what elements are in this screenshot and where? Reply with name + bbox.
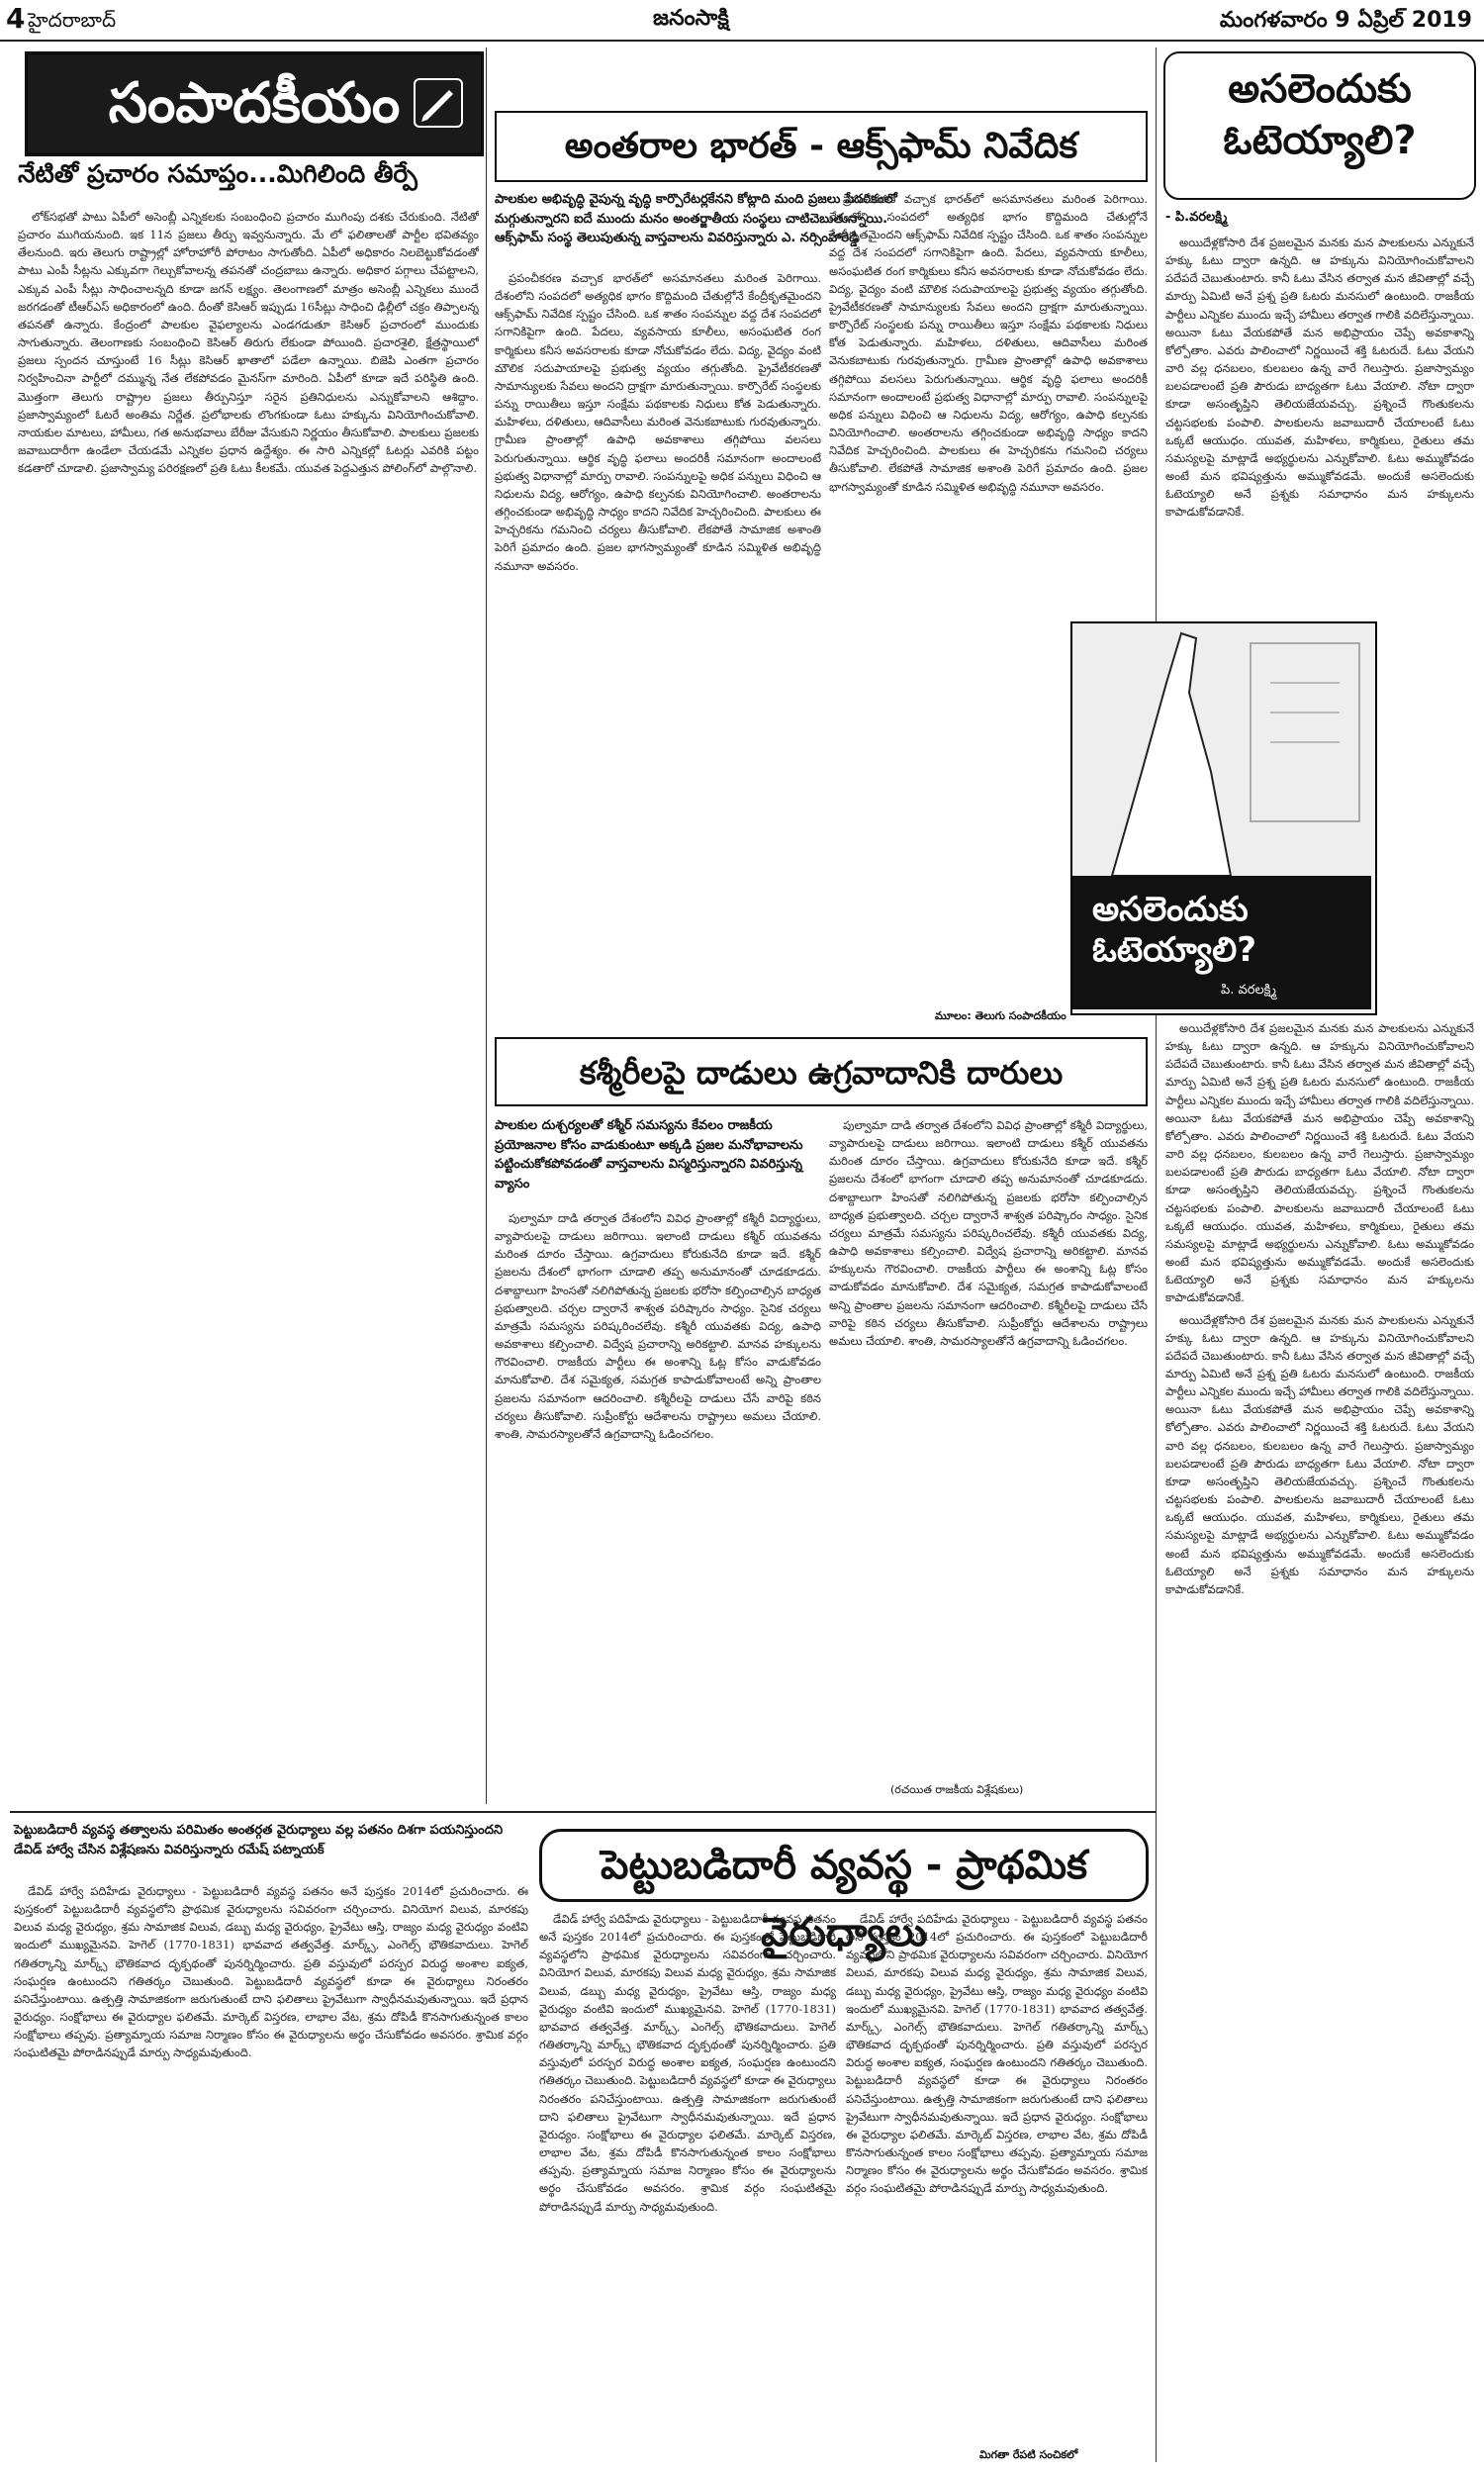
kashmir-body-left [495, 1209, 821, 1799]
oxfam-headline-box [495, 111, 1148, 182]
capitalism-paragraph: డేవిడ్ హార్వే పదిహేడు వైరుధ్యాలు - పెట్టుబడిదారీ వ్యవస్థ పతనం అనే పుస్తకం 2014లో ప్రచురించారు. ఈ పుస్తకంలో పెట్టుబడిదారీ వ్యవస్థలోని ప్రాథమిక వైరుధ్యాలను సవివరంగా చర్చించారు. వినియోగ విలువ, మారకపు విలువ మధ్య వైరుధ్యం, శ్రమ సామాజిక విలువ, డబ్బు మధ్య వైరుధ్యం, ప్రైవేటు ఆస్తి, రాజ్యం మధ్య వైరుధ్యం వంటివి ఇందులో ముఖ్యమైనవి. హెగెల్ (1770-1831) భావవాద తత్వవేత్త. మార్క్స్, ఎంగెల్స్ భౌతికవాదులు. హెగెల్ గతితర్కాన్ని మార్క్స్ భౌతికవాద దృక్పథంతో పునర్నిర్మించారు. ప్రతి వస్తువులో పరస్పర విరుద్ధ అంశాల ఐక్యత, సంఘర్షణ ఉంటుందని గతితర్కం చెబుతుంది. పెట్టుబడిదారీ వ్యవస్థలో కూడా ఈ వైరుధ్యాలు నిరంతరం పనిచేస్తుంటాయి. ఉత్పత్తి సామాజికంగా జరుగుతుంటే దాని ఫలితాలు ప్రైవేటుగా స్వాధీనమవుతున్నాయి. ఇదే ప్రధాన వైరుధ్యం. సంక్షోభాలు ఈ వైరుధ్యాల ఫలితమే. మార్కెట్ విస్తరణ, లాభాల వేట, శ్రమ దోపిడీ కొనసాగుతున్నంత కాలం సంక్షోభాలు తప్పవు. ప్రత్యామ్నాయ సమాజ నిర్మాణం కోసం ఈ వైరుధ్యాలను అర్థం చేసుకోవడం అవసరం. శ్రామిక వర్గం సంఘటితమై పోరాడినప్పుడే మార్పు సాధ్యమవుతుంది. [539, 1912, 836, 2214]
capitalism-body-middle [539, 1910, 836, 2464]
right-paragraph: అయిదేళ్లకోసారి దేశ ప్రజలమైన మనకు మన పాలకులను ఎన్నుకునే హక్కు ఓటు ద్వారా ఉన్నది. ఆ హక్కును వినియోగించుకోవాలని పదేపదే చెబుతుంటారు. కానీ ఓటు వేసిన తర్వాత మన జీవితాల్లో వచ్చే మార్పు ఏమిటి అనే ప్రశ్న ప్రతి ఓటరు మనసులో ఉంటుంది. రాజకీయ పార్టీలు ఎన్నికల ముందు ఇచ్చే హామీలు తర్వాత గాలికి వదిలేస్తున్నాయి. అయినా ఓటు వేయకపోతే మన అభిప్రాయం చెప్పే అవకాశాన్ని కోల్పోతాం. ఎవరు పాలించాలో నిర్ణయించే శక్తి ఓటరుదే. ఓటు వేయని వారి వల్ల ధనబలం, కులబలం ఉన్న వారే గెలుస్తారు. ప్రజాస్వామ్యం బలపడాలంటే ప్రతి పౌరుడు బాధ్యతగా ఓటు వేయాలి. నోటా ద్వారా కూడా అసంతృప్తిని తెలియజేయవచ్చు. ప్రశ్నించే గొంతుకలను చట్టసభలకు పంపాలి. పాలకులను జవాబుదారీ చేయాలంటే ఓటు ఒక్కటే ఆయుధం. యువత, మహిళలు, కార్మికులు, రైతులు తమ సమస్యలపై మాట్లాడే అభ్యర్థులను ఎన్నుకోవాలి. ఓటు అమ్ముకోవడం అంటే మన భవిష్యత్తును అమ్ముకోవడమే. అందుకే అసలెందుకు ఓటెయ్యాలి అనే ప్రశ్నకు సమాధానం మన హక్కులను కాపాడుకోవడానికే. [1165, 236, 1474, 520]
kashmir-source: (రచయిత రాజకీయ విశ్లేషకులు) [890, 1783, 1024, 1796]
capitalism-body-right [846, 1910, 1148, 2444]
kashmir-paragraph: పుల్వామా దాడి తర్వాత దేశంలోని వివిధ ప్రాంతాల్లో కశ్మీరీ విద్యార్థులు, వ్యాపారులపై దాడులు జరిగాయి. ఇలాంటి దాడులు కశ్మీర్ యువతను మరింత దూరం చేస్తాయి. ఉగ్రవాదులు కోరుకునేది కూడా ఇదే. కశ్మీర్ ప్రజలను దేశంలో భాగంగా చూడాలి తప్ప అనుమానంతో చూడకూడదు. దశాబ్దాలుగా హింసతో నలిగిపోతున్న ప్రజలకు భరోసా కల్పించాల్సిన బాధ్యత ప్రభుత్వాలది. చర్చల ద్వారానే శాశ్వత పరిష్కారం సాధ్యం. సైనిక చర్యలు మాత్రమే సమస్యను పరిష్కరించలేవు. కశ్మీరీ యువతకు విద్య, ఉపాధి అవకాశాలు కల్పించాలి. విద్వేష ప్రచారాన్ని అరికట్టాలి. మానవ హక్కులను గౌరవించాలి. రాజకీయ పార్టీలు ఈ అంశాన్ని ఓట్ల కోసం వాడుకోవడం మానుకోవాలి. దేశ సమైక్యత, సమగ్రత కాపాడుకోవాలంటే అన్ని ప్రాంతాల ప్రజలను సమానంగా ఆదరించాలి. కశ్మీరీలపై దాడులు చేసే వారిపై కఠిన చర్యలు తీసుకోవాలి. సుప్రీంకోర్టు ఆదేశాలను రాష్ట్రాలు అమలు చేయాలి. శాంతి, సామరస్యాలతోనే ఉగ్రవాదాన్ని ఓడించగలం. [829, 1118, 1148, 1348]
raised-hand-illustration [1072, 623, 1371, 876]
oxfam-signoff: మూలం: తెలుగు సంపాదకీయం [935, 1009, 1067, 1022]
capitalism-paragraph: డేవిడ్ హార్వే పదిహేడు వైరుధ్యాలు - పెట్టుబడిదారీ వ్యవస్థ పతనం అనే పుస్తకం 2014లో ప్రచురించారు. ఈ పుస్తకంలో పెట్టుబడిదారీ వ్యవస్థలోని ప్రాథమిక వైరుధ్యాలను సవివరంగా చర్చించారు. వినియోగ విలువ, మారకపు విలువ మధ్య వైరుధ్యం, శ్రమ సామాజిక విలువ, డబ్బు మధ్య వైరుధ్యం, ప్రైవేటు ఆస్తి, రాజ్యం మధ్య వైరుధ్యం వంటివి ఇందులో ముఖ్యమైనవి. హెగెల్ (1770-1831) భావవాద తత్వవేత్త. మార్క్స్, ఎంగెల్స్ భౌతికవాదులు. హెగెల్ గతితర్కాన్ని మార్క్స్ భౌతికవాద దృక్పథంతో పునర్నిర్మించారు. ప్రతి వస్తువులో పరస్పర విరుద్ధ అంశాల ఐక్యత, సంఘర్షణ ఉంటుందని గతితర్కం చెబుతుంది. పెట్టుబడిదారీ వ్యవస్థలో కూడా ఈ వైరుధ్యాలు నిరంతరం పనిచేస్తుంటాయి. ఉత్పత్తి సామాజికంగా జరుగుతుంటే దాని ఫలితాలు ప్రైవేటుగా స్వాధీనమవుతున్నాయి. ఇదే ప్రధాన వైరుధ్యం. సంక్షోభాలు ఈ వైరుధ్యాల ఫలితమే. మార్కెట్ విస్తరణ, లాభాల వేట, శ్రమ దోపిడీ కొనసాగుతున్నంత కాలం సంక్షోభాలు తప్పవు. ప్రత్యామ్నాయ సమాజ నిర్మాణం కోసం ఈ వైరుధ్యాలను అర్థం చేసుకోవడం అవసరం. శ్రామిక వర్గం సంఘటితమై పోరాడినప్పుడే మార్పు సాధ్యమవుతుంది. [846, 1912, 1148, 2196]
kashmir-headline: కశ్మీరీలపై దాడులు ఉగ్రవాదానికి దారులు [579, 1054, 1064, 1092]
capitalism-paragraph: డేవిడ్ హార్వే పదిహేడు వైరుధ్యాలు - పెట్టుబడిదారీ వ్యవస్థ పతనం అనే పుస్తకం 2014లో ప్రచురించారు. ఈ పుస్తకంలో పెట్టుబడిదారీ వ్యవస్థలోని ప్రాథమిక వైరుధ్యాలను సవివరంగా చర్చించారు. వినియోగ విలువ, మారకపు విలువ మధ్య వైరుధ్యం, శ్రమ సామాజిక విలువ, డబ్బు మధ్య వైరుధ్యం, ప్రైవేటు ఆస్తి, రాజ్యం మధ్య వైరుధ్యం వంటివి ఇందులో ముఖ్యమైనవి. హెగెల్ (1770-1831) భావవాద తత్వవేత్త. మార్క్స్, ఎంగెల్స్ భౌతికవాదులు. హెగెల్ గతితర్కాన్ని మార్క్స్ భౌతికవాద దృక్పథంతో పునర్నిర్మించారు. ప్రతి వస్తువులో పరస్పర విరుద్ధ అంశాల ఐక్యత, సంఘర్షణ ఉంటుందని గతితర్కం చెబుతుంది. పెట్టుబడిదారీ వ్యవస్థలో కూడా ఈ వైరుధ్యాలు నిరంతరం పనిచేస్తుంటాయి. ఉత్పత్తి సామాజికంగా జరుగుతుంటే దాని ఫలితాలు ప్రైవేటుగా స్వాధీనమవుతున్నాయి. ఇదే ప్రధాన వైరుధ్యం. సంక్షోభాలు ఈ వైరుధ్యాల ఫలితమే. మార్కెట్ విస్తరణ, లాభాల వేట, శ్రమ దోపిడీ కొనసాగుతున్నంత కాలం సంక్షోభాలు తప్పవు. ప్రత్యామ్నాయ సమాజ నిర్మాణం కోసం ఈ వైరుధ్యాలను అర్థం చేసుకోవడం అవసరం. శ్రామిక వర్గం సంఘటితమై పోరాడినప్పుడే మార్పు సాధ్యమవుతుంది. [14, 1884, 528, 2060]
capitalism-body-left [14, 1882, 528, 2466]
section-divider [10, 1811, 1156, 1813]
oxfam-paragraph: ప్రపంచీకరణ వచ్చాక భారత్‌లో అసమానతలు మరింత పెరిగాయి. దేశంలోని సంపదలో అత్యధిక భాగం కొద్దిమంది చేతుల్లోనే కేంద్రీకృతమైందని ఆక్స్‌ఫామ్ నివేదిక స్పష్టం చేసింది. ఒక శాతం సంపన్నుల వద్ద దేశ సంపదలో సగానికిపైగా ఉంది. పేదలు, వ్యవసాయ కూలీలు, అసంఘటిత రంగ కార్మికులు కనీస అవసరాలకు కూడా నోచుకోవడం లేదు. విద్య, వైద్యం వంటి మౌలిక సదుపాయాలపై ప్రభుత్వ వ్యయం తగ్గుతోంది. ప్రైవేటీకరణతో సామాన్యులకు సేవలు అందని ద్రాక్షగా మారుతున్నాయి. కార్పొరేట్ సంస్థలకు పన్ను రాయితీలు ఇస్తూ సంక్షేమ పథకాలకు నిధులు కోత పెడుతున్నారు. మహిళలు, దళితులు, ఆదివాసీలు మరింత వెనుకబాటుకు గురవుతున్నారు. గ్రామీణ ప్రాంతాల్లో ఉపాధి అవకాశాలు తగ్గిపోయి వలసలు పెరుగుతున్నాయి. ఆర్థిక వృద్ధి ఫలాలు అందరికీ సమానంగా అందాలంటే ప్రభుత్వ విధానాల్లో మార్పు రావాలి. సంపన్నులపై అధిక పన్నులు విధించి ఆ నిధులను విద్య, ఆరోగ్యం, ఉపాధి కల్పనకు వినియోగించాలి. అంతరాలను తగ్గించకుండా అభివృద్ధి సాధ్యం కాదని నివేదిక హెచ్చరించింది. పాలకులు ఈ హెచ్చరికను గమనించి చర్యలు తీసుకోవాలి. లేకపోతే సామాజిక అశాంతి పెరిగే ప్రమాదం ఉంది. ప్రజల భాగస్వామ్యంతో కూడిన సమ్మిళిత అభివృద్ధి నమూనా అవసరం. [829, 192, 1148, 494]
oxfam-body-right [829, 190, 1148, 618]
kashmir-body-right [829, 1116, 1148, 1779]
page-header [0, 0, 1484, 42]
photo-author-name: పి. వరలక్ష్మి [1221, 983, 1276, 998]
editorial-headline: నేటితో ప్రచారం సమాప్తం...మిగిలింది తీర్పే [18, 159, 417, 188]
pen-icon [414, 78, 463, 128]
column-divider [1156, 48, 1157, 2462]
editorial-banner-label: సంపాదకీయం [108, 71, 401, 136]
editorial-paragraph: లోక్‌సభతో పాటు ఏపీలో అసెంబ్లీ ఎన్నికలకు సంబంధించి ప్రచారం ముగింపు దశకు చేరుకుంది. నేటితో ప్రచారం ముగియనుంది. ఇక 11న ప్రజలు తీర్పు ఇవ్వనున్నారు. మే లో ఫలితాలతో పార్టీల భవితవ్యం తేలనుంది. ఇరు తెలుగు రాష్ట్రాల్లో హోరాహోరీ పోరాటం సాగుతోంది. ఏపీలో అధికారం నిలబెట్టుకోవడంతో పాటు ఎంపీ సీట్లను ఎక్కువగా గెల్చుకోవాలన్న తపనతో చంద్రబాబు ఉన్నారు. అధికార పగ్గాలు చేపట్టాలని, ఎక్కువ ఎంపీ సీట్లు సాధించాలన్నది కూడా జగన్ లక్ష్యం. తెలంగాణలో మాత్రం అసెంబ్లీ ఎన్నికలు ముందే జరగడంతో టీఆర్ఎస్ అధికారంలో ఉంది. దీంతో కెసిఆర్ ఇప్పుడు 16సీట్లు సాధించి ఢిల్లీలో చక్రం తిప్పాలన్న తపనతో ఉన్నారు. కేంద్రంలో పాలకుల వైఫల్యాలను ఎండగడుతూ కెసిఆర్ ప్రచారంలో ముందుకు సాగుతున్నారు. తెలంగాణకు సంబంధించి కెసిఆర్ తిరుగు లేకుండా పోయింది. ప్రచారశైలి, క్షేత్రస్థాయిలో ప్రజలు స్పందన చూస్తుంటే 16 సీట్లు కెసిఆర్ ఖాతాలో పడేలా ఉన్నాయి. బిజెపి ఎంతగా ప్రచారం నిర్వహించినా పార్టీలో దమ్మున్న నేత లేకపోవడం మైనస్‌గా మారింది. ఏపీలో కూడా ఇదే పరిస్థితి ఉంది. మొత్తంగా తెలుగు రాష్ట్రాల ప్రజలు తీర్పునిస్తూ సరైన ప్రతినిధులను ఎన్నుకోవాలని ఆశిద్దాం. ప్రజాస్వామ్యంలో ఓటరే అంతిమ నిర్ణేత. ప్రలోభాలకు లొంగకుండా ఓటు హక్కును వినియోగించుకోవాలి. నాయకుల మాటలు, హామీలు, గత అనుభవాలు బేరీజు వేసుకుని నిర్ణయం తీసుకోవాలి. పాలకులు ప్రజలకు జవాబుదారీగా ఉండేలా చేయడమే ఎన్నికల ప్రధాన ఉద్దేశ్యం. ఈ సారి ఎన్నికల్లో ఓటర్లు ఎవరికి పట్టం కడతారో చూడాలి. ప్రజాస్వామ్య పరిరక్షణలో ప్రతి ఓటు కీలకమే. యువత పెద్దఎత్తున పోలింగ్‌లో పాల్గొనాలి. [18, 210, 479, 476]
column-divider [486, 48, 487, 1804]
kashmir-paragraph: పుల్వామా దాడి తర్వాత దేశంలోని వివిధ ప్రాంతాల్లో కశ్మీరీ విద్యార్థులు, వ్యాపారులపై దాడులు జరిగాయి. ఇలాంటి దాడులు కశ్మీర్ యువతను మరింత దూరం చేస్తాయి. ఉగ్రవాదులు కోరుకునేది కూడా ఇదే. కశ్మీర్ ప్రజలను దేశంలో భాగంగా చూడాలి తప్ప అనుమానంతో చూడకూడదు. దశాబ్దాలుగా హింసతో నలిగిపోతున్న ప్రజలకు భరోసా కల్పించాల్సిన బాధ్యత ప్రభుత్వాలది. చర్చల ద్వారానే శాశ్వత పరిష్కారం సాధ్యం. సైనిక చర్యలు మాత్రమే సమస్యను పరిష్కరించలేవు. కశ్మీరీ యువతకు విద్య, ఉపాధి అవకాశాలు కల్పించాలి. విద్వేష ప్రచారాన్ని అరికట్టాలి. మానవ హక్కులను గౌరవించాలి. రాజకీయ పార్టీలు ఈ అంశాన్ని ఓట్ల కోసం వాడుకోవడం మానుకోవాలి. దేశ సమైక్యత, సమగ్రత కాపాడుకోవాలంటే అన్ని ప్రాంతాల ప్రజలను సమానంగా ఆదరించాలి. కశ్మీరీలపై దాడులు చేసే వారిపై కఠిన చర్యలు తీసుకోవాలి. సుప్రీంకోర్టు ఆదేశాలను రాష్ట్రాలు అమలు చేయాలి. శాంతి, సామరస్యాలతోనే ఉగ్రవాదాన్ని ఓడించగలం. [495, 1211, 821, 1441]
kashmir-headline-box [495, 1037, 1148, 1106]
oxfam-body-left [495, 269, 821, 1021]
masthead: జనంసాక్షి [653, 6, 729, 31]
right-body-top [1165, 234, 1474, 616]
right-byline: - పి.వరలక్ష్మి [1165, 210, 1228, 225]
photo-caption: అసలెందుకు ఓటెయ్యాలి? [1092, 890, 1256, 970]
edition-city: హైదరాబాద్ [28, 8, 117, 32]
right-headline-box [1163, 51, 1476, 200]
capitalism-headline: పెట్టుబడిదారీ వ్యవస్థ - ప్రాథమిక వైరుధ్యాలు [539, 1829, 1149, 1902]
oxfam-paragraph: ప్రపంచీకరణ వచ్చాక భారత్‌లో అసమానతలు మరింత పెరిగాయి. దేశంలోని సంపదలో అత్యధిక భాగం కొద్దిమంది చేతుల్లోనే కేంద్రీకృతమైందని ఆక్స్‌ఫామ్ నివేదిక స్పష్టం చేసింది. ఒక శాతం సంపన్నుల వద్ద దేశ సంపదలో సగానికిపైగా ఉంది. పేదలు, వ్యవసాయ కూలీలు, అసంఘటిత రంగ కార్మికులు కనీస అవసరాలకు కూడా నోచుకోవడం లేదు. విద్య, వైద్యం వంటి మౌలిక సదుపాయాలపై ప్రభుత్వ వ్యయం తగ్గుతోంది. ప్రైవేటీకరణతో సామాన్యులకు సేవలు అందని ద్రాక్షగా మారుతున్నాయి. కార్పొరేట్ సంస్థలకు పన్ను రాయితీలు ఇస్తూ సంక్షేమ పథకాలకు నిధులు కోత పెడుతున్నారు. మహిళలు, దళితులు, ఆదివాసీలు మరింత వెనుకబాటుకు గురవుతున్నారు. గ్రామీణ ప్రాంతాల్లో ఉపాధి అవకాశాలు తగ్గిపోయి వలసలు పెరుగుతున్నాయి. ఆర్థిక వృద్ధి ఫలాలు అందరికీ సమానంగా అందాలంటే ప్రభుత్వ విధానాల్లో మార్పు రావాలి. సంపన్నులపై అధిక పన్నులు విధించి ఆ నిధులను విద్య, ఆరోగ్యం, ఉపాధి కల్పనకు వినియోగించాలి. అంతరాలను తగ్గించకుండా అభివృద్ధి సాధ్యం కాదని నివేదిక హెచ్చరించింది. పాలకులు ఈ హెచ్చరికను గమనించి చర్యలు తీసుకోవాలి. లేకపోతే సామాజిక అశాంతి పెరిగే ప్రమాదం ఉంది. ప్రజల భాగస్వామ్యంతో కూడిన సమ్మిళిత అభివృద్ధి నమూనా అవసరం. [495, 271, 821, 573]
kashmir-deck: పాలకుల దుశ్చర్యలతో కశ్మీర్ సమస్యను కేవలం రాజకీయ ప్రయోజనాల కోసం వాడుకుంటూ అక్కడి ప్రజల మనోభావాలను పట్టించుకోకపోవడంతో వాస్తవాలను విస్మరిస్తున్నారని వివరిస్తున్న వ్యాసం [495, 1118, 803, 1191]
right-paragraph: అయిదేళ్లకోసారి దేశ ప్రజలమైన మనకు మన పాలకులను ఎన్నుకునే హక్కు ఓటు ద్వారా ఉన్నది. ఆ హక్కును వినియోగించుకోవాలని పదేపదే చెబుతుంటారు. కానీ ఓటు వేసిన తర్వాత మన జీవితాల్లో వచ్చే మార్పు ఏమిటి అనే ప్రశ్న ప్రతి ఓటరు మనసులో ఉంటుంది. రాజకీయ పార్టీలు ఎన్నికల ముందు ఇచ్చే హామీలు తర్వాత గాలికి వదిలేస్తున్నాయి. అయినా ఓటు వేయకపోతే మన అభిప్రాయం చెప్పే అవకాశాన్ని కోల్పోతాం. ఎవరు పాలించాలో నిర్ణయించే శక్తి ఓటరుదే. ఓటు వేయని వారి వల్ల ధనబలం, కులబలం ఉన్న వారే గెలుస్తారు. ప్రజాస్వామ్యం బలపడాలంటే ప్రతి పౌరుడు బాధ్యతగా ఓటు వేయాలి. నోటా ద్వారా కూడా అసంతృప్తిని తెలియజేయవచ్చు. ప్రశ్నించే గొంతుకలను చట్టసభలకు పంపాలి. పాలకులను జవాబుదారీ చేయాలంటే ఓటు ఒక్కటే ఆయుధం. యువత, మహిళలు, కార్మికులు, రైతులు తమ సమస్యలపై మాట్లాడే అభ్యర్థులను ఎన్నుకోవాలి. ఓటు అమ్ముకోవడం అంటే మన భవిష్యత్తును అమ్ముకోవడమే. అందుకే అసలెందుకు ఓటెయ్యాలి అనే ప్రశ్నకు సమాధానం మన హక్కులను కాపాడుకోవడానికే. [1165, 1312, 1474, 1596]
capitalism-signoff: మిగతా రేపటి సంచికలో [979, 2448, 1078, 2461]
right-paragraph: అయిదేళ్లకోసారి దేశ ప్రజలమైన మనకు మన పాలకులను ఎన్నుకునే హక్కు ఓటు ద్వారా ఉన్నది. ఆ హక్కును వినియోగించుకోవాలని పదేపదే చెబుతుంటారు. కానీ ఓటు వేసిన తర్వాత మన జీవితాల్లో వచ్చే మార్పు ఏమిటి అనే ప్రశ్న ప్రతి ఓటరు మనసులో ఉంటుంది. రాజకీయ పార్టీలు ఎన్నికల ముందు ఇచ్చే హామీలు తర్వాత గాలికి వదిలేస్తున్నాయి. అయినా ఓటు వేయకపోతే మన అభిప్రాయం చెప్పే అవకాశాన్ని కోల్పోతాం. ఎవరు పాలించాలో నిర్ణయించే శక్తి ఓటరుదే. ఓటు వేయని వారి వల్ల ధనబలం, కులబలం ఉన్న వారే గెలుస్తారు. ప్రజాస్వామ్యం బలపడాలంటే ప్రతి పౌరుడు బాధ్యతగా ఓటు వేయాలి. నోటా ద్వారా కూడా అసంతృప్తిని తెలియజేయవచ్చు. ప్రశ్నించే గొంతుకలను చట్టసభలకు పంపాలి. పాలకులను జవాబుదారీ చేయాలంటే ఓటు ఒక్కటే ఆయుధం. యువత, మహిళలు, కార్మికులు, రైతులు తమ సమస్యలపై మాట్లాడే అభ్యర్థులను ఎన్నుకోవాలి. ఓటు అమ్ముకోవడం అంటే మన భవిష్యత్తును అమ్ముకోవడమే. అందుకే అసలెందుకు ఓటెయ్యాలి అనే ప్రశ్నకు సమాధానం మన హక్కులను కాపాడుకోవడానికే. [1165, 1021, 1474, 1305]
capitalism-deck: పెట్టుబడిదారీ వ్యవస్థ తత్వాలను పరిమితం అంతర్గత వైరుధ్యాలు వల్ల పతనం దిశగా పయనిస్తుందని డేవిడ్ హార్వే చేసిన విశ్లేషణను వివరిస్తున్నారు రమేష్ పట్నాయక్ [14, 1823, 504, 1857]
publication-date: మంగళవారం 9 ఏప్రిల్ 2019 [1219, 8, 1472, 33]
oxfam-headline: అంతరాల భారత్ - ఆక్స్‌ఫామ్ నివేదిక [564, 126, 1078, 166]
oxfam-deck: పాలకుల అభివృద్ధి వైపున్న వృద్ధి కార్పొరేటర్లకేనని కోట్లాది మంది ప్రజలు పేదరికంలో మగ్గుతున్నారని ఐదే ముందు మనం అంతర్జాతీయ సంస్థలు చాటిచెబుతున్నాయి. ఆక్స్‌ఫామ్ సంస్థ తెలుపుతున్న వాస్తవాలను వివరిస్తున్నారు ఎ. నర్సింహారెడ్డి [495, 192, 897, 245]
editorial-banner [25, 51, 484, 156]
editorial-body [18, 208, 479, 1801]
right-body-bottom [1165, 1019, 1474, 2459]
page-number: 4 [6, 2, 26, 35]
vote-photo [1070, 621, 1377, 1015]
photo-caption-panel [1072, 876, 1371, 1009]
right-headline: అసలెందుకు ఓటెయ్యాలి? [1223, 66, 1417, 163]
